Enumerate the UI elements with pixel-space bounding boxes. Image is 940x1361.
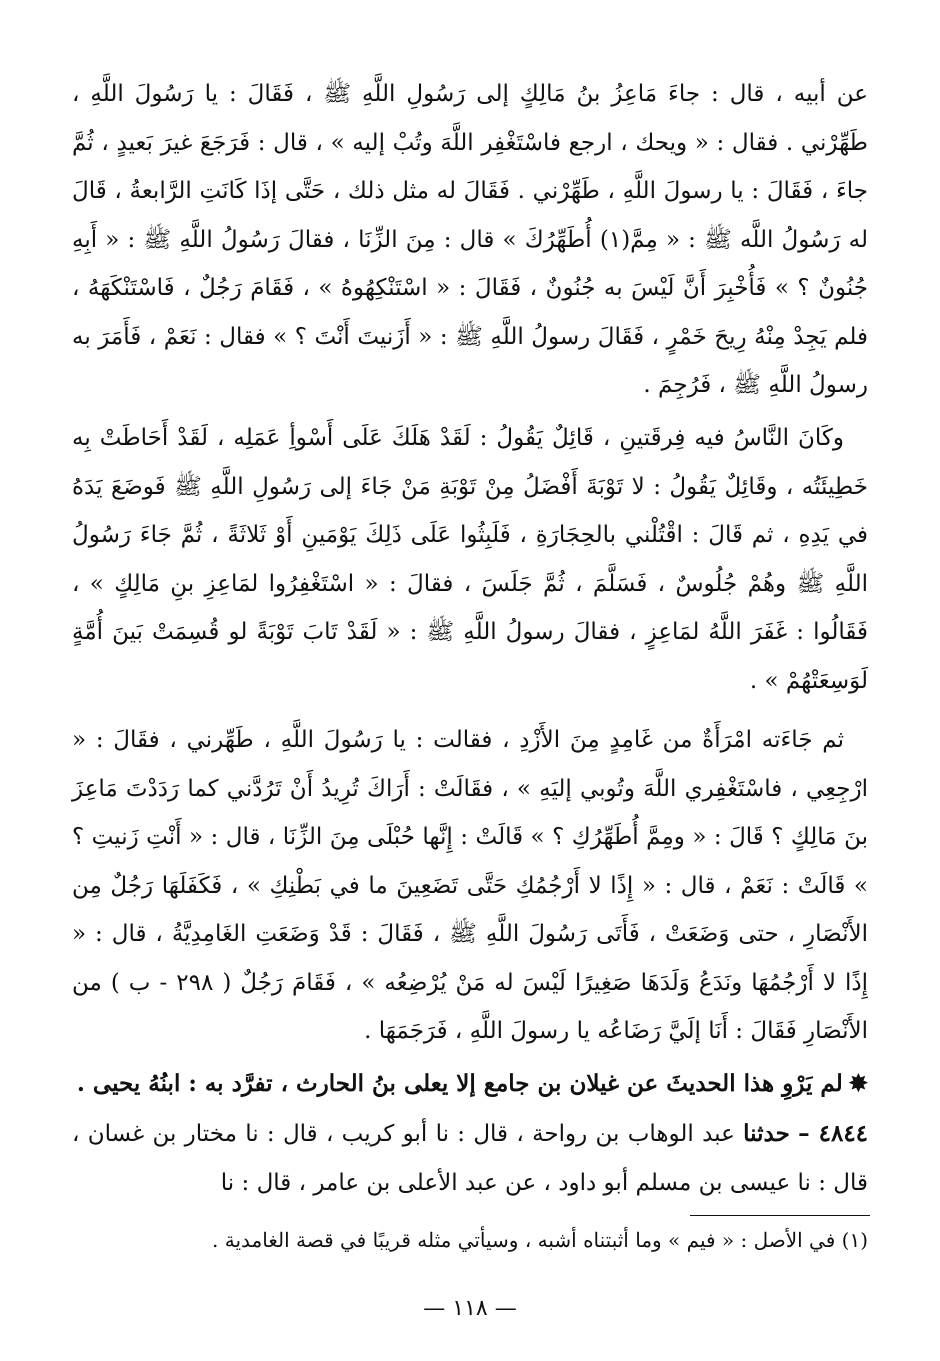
asterisk-icon: ✸ [848, 1070, 868, 1097]
paragraph-maiz [72, 70, 868, 410]
hadith-number: ٤٨٤٤ – [798, 1120, 869, 1147]
hadith-paragraph [72, 1110, 868, 1207]
paragraph-1: عن أبيه ، قال : جاءَ مَاعِزُ بنُ مَالِكٍ إلى رَسُولِ اللَّهِ ﷺ ، فَقَالَ : يا رَسُولَ اللَّهِ ، طَهِّرْني . فقال : « ويحك ، ارجع فاسْتَغْفِر اللَّهَ وتُبْ إليه » ، قال : فَرَجَعَ غيرَ بَعيدٍ ، ثُمَّ جاءَ ، فَقَالَ : يا رسولَ اللَّهِ ، طَهِّرْني . فَقَالَ له مثل ذلك ، حَتَّى إذَا كَانَتِ الرَّابعةُ ، قَالَ له رَسُولُ اللَّه ﷺ : « مِمَّ(١) أُطَهِّرُكَ » قال : مِنَ الزِّنَا ، فقالَ رَسُولُ اللَّهِ ﷺ : « أَبِهِ جُنُونٌ ؟ » فَأُخْبِرَ أَنَّ لَيْسَ به جُنُونٌ ، فَقَالَ : « اسْتَنْكِهُوهُ » ، فَقَامَ رَجُلٌ ، فَاسْتَنْكَهَهُ ، فلم يَجِدْ مِنْهُ رِيحَ خَمْرٍ ، فَقَالَ رسولُ اللَّهِ ﷺ : « أَزَنيتَ أَنْتَ ؟ » فقال : نَعَمْ ، فَأَمَرَ به رسولُ اللَّهِ ﷺ ، فَرُجِمَ . [72, 81, 868, 398]
hadith-heading: حدثنا [743, 1120, 790, 1147]
paragraph-2: وكَانَ النَّاسُ فيه فِرقَتينِ ، قَائِلٌ يَقُولُ : لَقَدْ هَلَكَ عَلَى أَسْوأِ عَمَلِه ، لَقَدْ أَحَاطَتْ بِه خَطِيئَتُه ، وقَائِلٌ يَقُولُ : لا تَوْبَةَ أَفْضَلُ مِنْ تَوْبَةِ مَنْ جَاءَ إلى رَسُولِ اللَّهِ ﷺ فَوضَعَ يَدَهُ في يَدِهِ ، ثم قَالَ : اقْتُلْني بالحِجَارَةِ ، فَلَبِثُوا عَلَى ذَلِكَ يَوْمَينِ أَوْ ثَلاثَةً ، ثُمَّ جَاءَ رَسُولُ اللَّهِ ﷺ وهُمْ جُلُوسٌ ، فَسَلَّمَ ، ثُمَّ جَلَسَ ، فقالَ : « اسْتَغْفِرُوا لمَاعِزِ بنِ مَالِكٍ » ، فَقَالُوا : غَفَرَ اللَّهُ لمَاعِزٍ ، فقالَ رسولُ اللَّهِ ﷺ : « لَقَدْ تَابَ تَوْبَةً لو قُسِمَتْ بَينَ أُمَّةٍ لَوَسِعَتْهُمْ » . [72, 425, 868, 694]
footnote-divider [690, 1215, 870, 1216]
hadith-text: عبد الوهاب بن رواحة ، قال : نا أبو كريب ، قال : نا مختار بن غسان ، قال : نا عيسى بن مسلم أبو داود ، عن عبد الأعلى بن عامر ، قال : نا [72, 1121, 868, 1196]
hadith-4844 [72, 1110, 868, 1207]
paragraph-3: ثم جَاءَته امْرَأَةٌ من غَامِدٍ مِنَ الأَزْدِ ، فقالت : يا رَسُولَ اللَّهِ ، طَهِّرني ، فقَالَ : « ارْجِعِي ، فاسْتَغْفِري اللَّهَ وتُوبي إليَهِ » ، فقَالَتْ : أَرَاكَ تُرِيدُ أَنْ تَرُدَّني كما رَدَدْتَ مَاعِزَ بنَ مَالِكٍ ؟ قَالَ : « ومِمَّ أُطَهِّرُكِ ؟ » قَالَتْ : إِنَّها حُبْلَى مِنَ الزِّنَا ، قال : « أَنْتِ زَنيتِ ؟ » قَالَتْ : نَعَمْ ، قال : « إِذًا لا أَرْجُمُكِ حَتَّى تَضَعِينَ ما في بَطْنِكِ » ، فَكَفَلَهَا رَجُلٌ مِن الأَنْصَارِ ، حتى وَضَعَتْ ، فَأَتَى رَسُولَ اللَّهِ ﷺ ، فَقَالَ : قَدْ وَضَعَتِ الغَامِدِيَّةُ ، قال : « إِذًا لا أَرْجُمُهَا ونَدَعُ وَلَدَهَا صَغِيرًا لَيْسَ له مَنْ يُرْضِعُه » ، فَقَامَ رَجُلٌ ( ٢٩٨ - ب ) من الأَنْصَارِ فَقَالَ : أَنَا إلَيَّ رَضَاعُه يا رسولَ اللَّهِ ، فَرَجَمَهَا . [72, 727, 868, 1044]
footnote: (١) في الأصل : « فيم » وما أثبتناه أشبه ، وسيأتي مثله قريبًا في قصة الغامدية . [212, 1228, 868, 1252]
commentary-line [72, 1064, 868, 1104]
paragraph-ghamidiyya [72, 716, 868, 1056]
paragraph-people [72, 414, 868, 705]
commentary-text: لم يَرْوِ هذا الحديثَ عن غيلان بن جامع إلا يعلى بنُ الحارث ، تفرَّد به : ابنُهُ يحيى . [76, 1070, 843, 1097]
page-number: — ١١٨ — [423, 1296, 517, 1321]
